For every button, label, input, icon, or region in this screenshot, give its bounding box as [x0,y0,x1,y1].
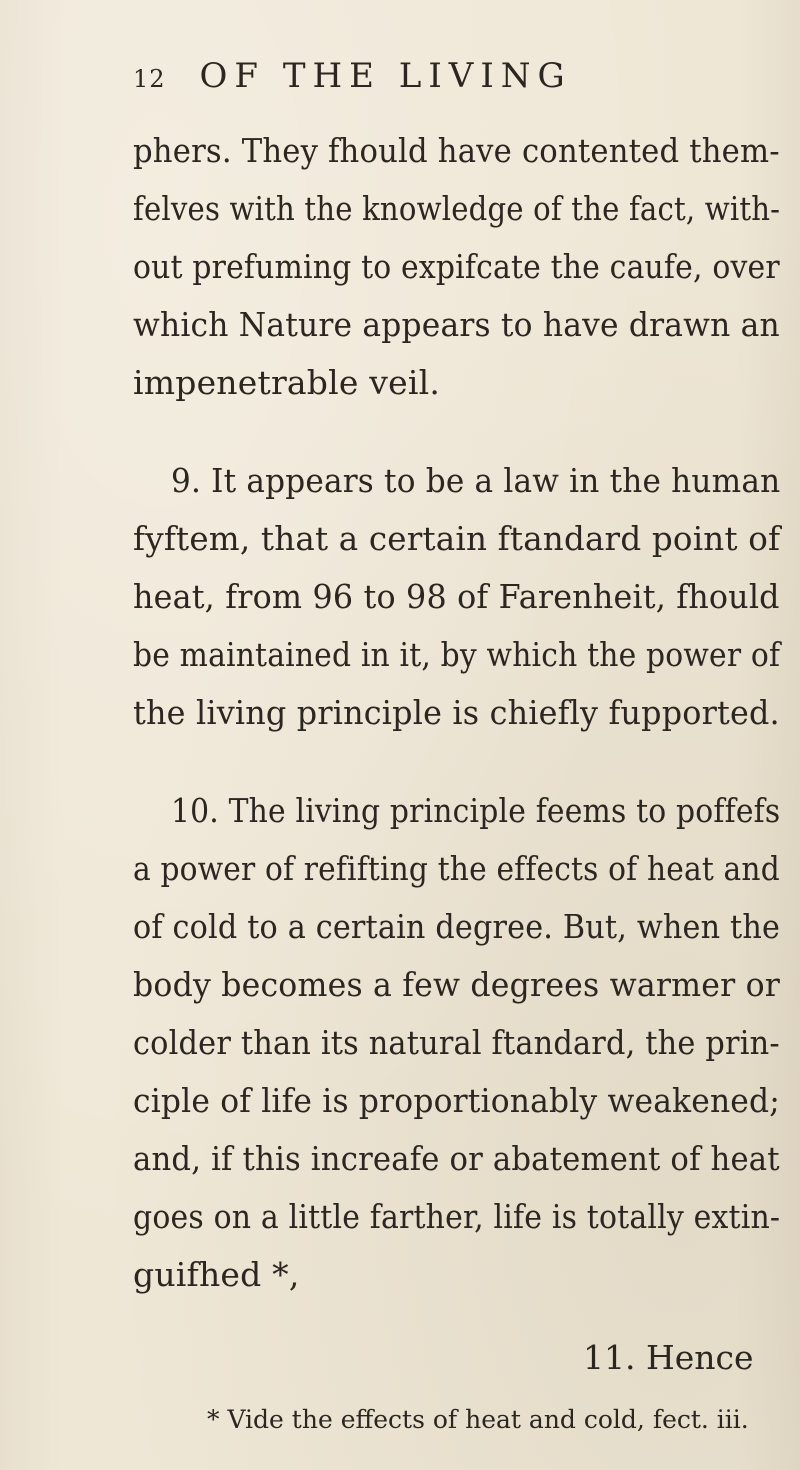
text-line: the living principle is chiefly fupported. [133,693,780,732]
page-number: 12 [133,65,166,93]
text-line: and, if this increafe or abatement of heat [133,1139,780,1178]
text-line: body becomes a few degrees warmer or [133,965,781,1004]
footnote: * Vide the effects of heat and cold, fect. iii. [207,1405,749,1434]
text-line: a power of refifting the effects of heat and [133,849,780,888]
text-line: which Nature appears to have drawn an [133,305,780,344]
text-line: out prefuming to expifcate the caufe, over [133,247,780,286]
text-line: of cold to a certain degree. But, when the [133,907,781,946]
text-line: ciple of life is proportionably weakened; [133,1081,781,1120]
text-line: heat, from 96 to 98 of Farenheit, fhould [133,577,780,616]
text-line: felves with the knowledge of the fact, with- [133,189,781,228]
text-line: impenetrable veil. [133,363,441,402]
running-header [133,56,572,96]
paragraph-9-line: 9. It appears to be a law in the human [171,461,781,500]
text-line: colder than its natural ftandard, the prin- [133,1023,780,1062]
text-line: guifhed *, [133,1255,300,1294]
text-line: be maintained in it, by which the power of [133,635,781,674]
paragraph-10-line: 10. The living principle feems to poffefs [171,791,781,830]
text-line: goes on a little farther, life is totally extin- [133,1197,781,1236]
catchword: 11. Hence [583,1338,754,1377]
text-line: phers. They fhould have contented them- [133,131,780,170]
running-title: OF THE LIVING [199,56,572,96]
text-line: fyftem, that a certain ftandard point of [133,519,781,558]
